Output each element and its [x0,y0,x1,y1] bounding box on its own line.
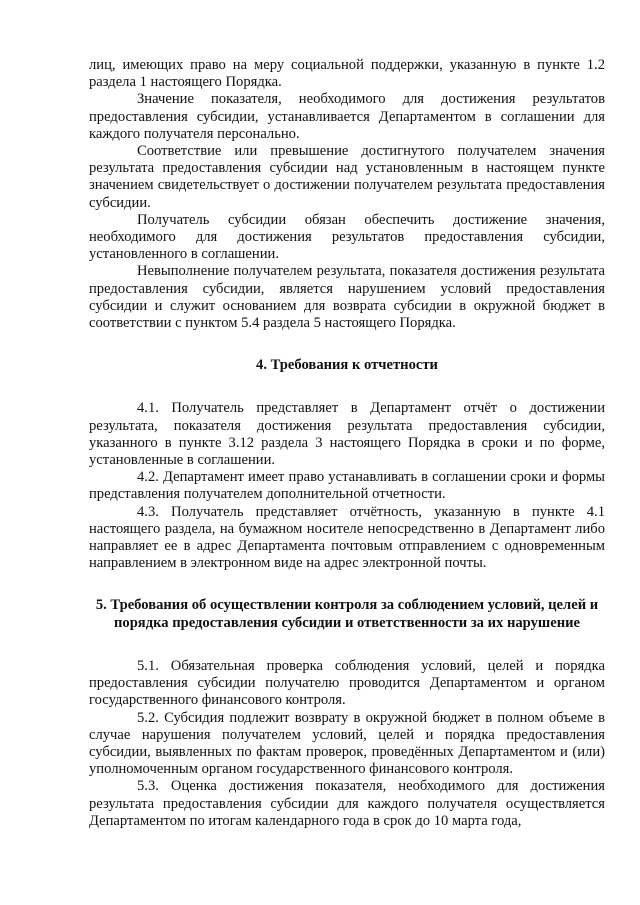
paragraph-5-1: 5.1. Обязательная проверка соблюдения условий, целей и порядка предоставления субсидии получателю проводится Департаментом и органом государственного финансового контроля. [89,657,605,709]
document-page [89,57,605,830]
paragraph-compliance: Соответствие или превышение достигнутого получателем значения результата предоставления субсидии над установленным в настоящем пункте значением свидетельствует о достижении получателем результата предоставления субсидии. [89,143,605,211]
paragraph-5-3: 5.3. Оценка достижения показателя, необходимого для достижения результата предоставления субсидии для каждого получателя осуществляется Департаментом по итогам календарного года в срок до 10 марта года, [89,778,605,829]
paragraph-non-fulfillment: Невыполнение получателем результата, показателя достижения результата предоставления субсидии, является нарушением условий предоставления субсидии и служит основанием для возврата субсидии в окружной бюджет в соответствии с пунктом 5.4 раздела 5 настоящего Порядка. [89,263,605,332]
paragraph-continuation: лиц, имеющих право на меру социальной поддержки, указанную в пункте 1.2 раздела 1 настоящего Порядка. [89,57,605,91]
paragraph-4-2: 4.2. Департамент имеет право устанавливать в соглашении сроки и формы представления получателем дополнительной отчетности. [89,469,605,503]
paragraph-obligation: Получатель субсидии обязан обеспечить достижение значения, необходимого для достижения результатов предоставления субсидии, установленного в соглашении. [89,211,605,263]
paragraph-4-1: 4.1. Получатель представляет в Департамент отчёт о достижении результата, показателя достижения результата предоставления субсидии, указанного в пункте 3.12 раздела 3 настоящего Порядка в сроки и по форме, установленные в соглашении. [89,400,605,469]
paragraph-5-2: 5.2. Субсидия подлежит возврату в окружной бюджет в полном объеме в случае нарушения получателем условий, целей и порядка предоставления субсидии, выявленных по фактам проверок, проведённых Департаментом и (или) уполномоченным органом государственного финансового контроля. [89,709,605,778]
paragraph-indicator-value: Значение показателя, необходимого для достижения результатов предоставления субсидии, устанавливается Департаментом в соглашении для каждого получателя персонально. [89,91,605,142]
paragraph-4-3: 4.3. Получатель представляет отчётность, указанную в пункте 4.1 настоящего раздела, на бумажном носителе непосредственно в Департамент либо направляет ее в адрес Департамента почтовым отправлением с одновременным направлением в электронном виде на адрес электронной почты. [89,503,605,572]
section-5-heading: 5. Требования об осуществлении контроля за соблюдением условий, целей и порядка предоставления субсидии и ответственности за их нарушение [95,597,599,631]
section-4-heading: 4. Требования к отчетности [256,357,438,374]
